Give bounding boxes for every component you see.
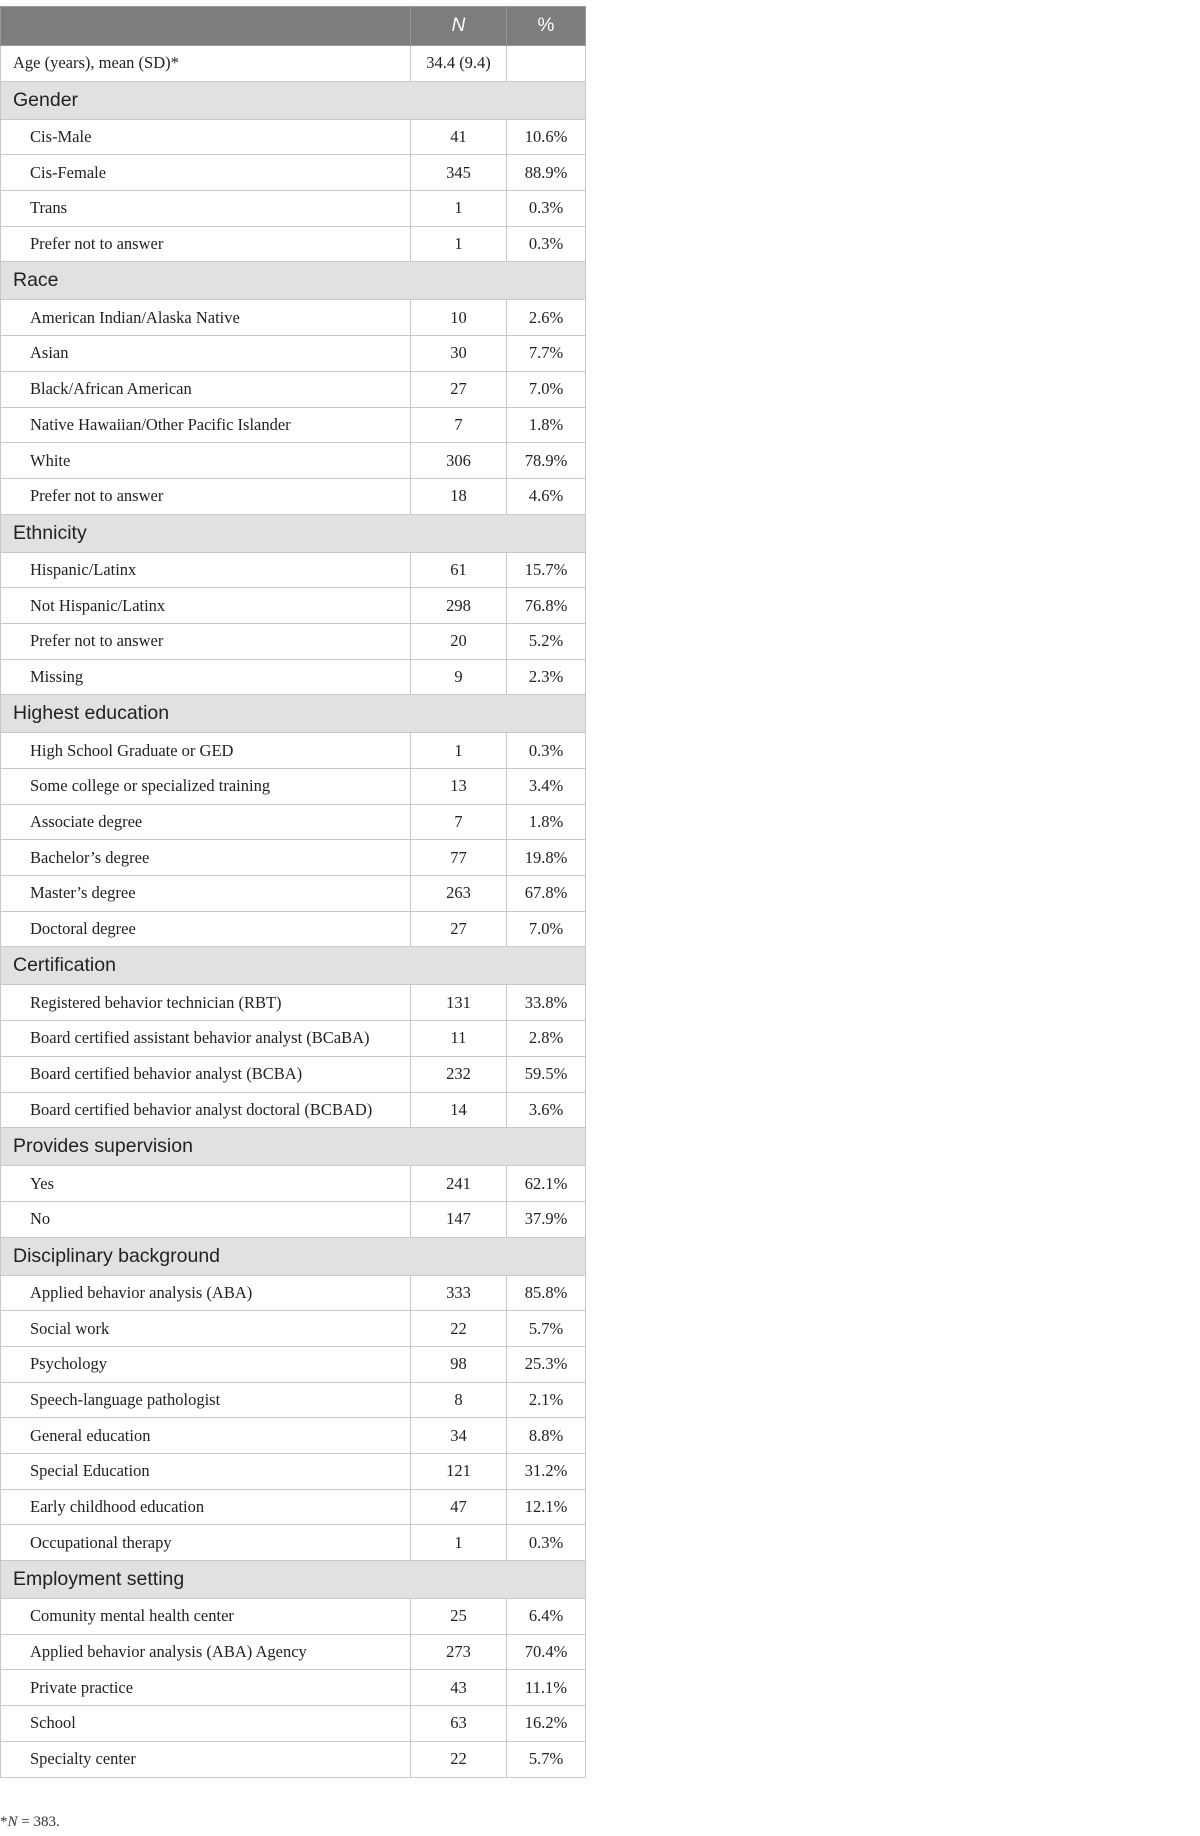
demographics-table <box>0 6 586 1778</box>
row-n: 18 <box>411 478 507 514</box>
row-percent: 2.6% <box>507 300 586 336</box>
row-label: Native Hawaiian/Other Pacific Islander <box>1 407 411 443</box>
row-n: 241 <box>411 1166 507 1202</box>
table-row <box>1 1166 586 1202</box>
row-percent: 15.7% <box>507 552 586 588</box>
row-n: 43 <box>411 1670 507 1706</box>
age-label: Age (years), mean (SD)* <box>1 46 411 82</box>
header-row <box>1 7 586 46</box>
section-header-row <box>1 1237 586 1275</box>
row-percent: 10.6% <box>507 119 586 155</box>
row-percent: 0.3% <box>507 1525 586 1561</box>
row-n: 11 <box>411 1021 507 1057</box>
row-label: Master’s degree <box>1 876 411 912</box>
table-row <box>1 191 586 227</box>
table-row <box>1 1670 586 1706</box>
row-label: Early childhood education <box>1 1489 411 1525</box>
table-row <box>1 588 586 624</box>
table-row <box>1 336 586 372</box>
row-n: 121 <box>411 1454 507 1490</box>
row-percent: 31.2% <box>507 1454 586 1490</box>
age-pct <box>507 46 586 82</box>
row-percent: 12.1% <box>507 1489 586 1525</box>
table-row <box>1 1525 586 1561</box>
row-percent: 85.8% <box>507 1275 586 1311</box>
table-body <box>1 46 586 1778</box>
row-n: 8 <box>411 1382 507 1418</box>
row-percent: 67.8% <box>507 876 586 912</box>
row-n: 27 <box>411 371 507 407</box>
section-title: Disciplinary background <box>1 1237 586 1275</box>
row-percent: 70.4% <box>507 1634 586 1670</box>
section-header-row <box>1 1561 586 1599</box>
row-n: 14 <box>411 1092 507 1128</box>
section-title: Race <box>1 262 586 300</box>
header-n: N <box>411 7 507 46</box>
row-n: 298 <box>411 588 507 624</box>
row-percent: 7.0% <box>507 911 586 947</box>
row-label: Board certified assistant behavior analyst (BCaBA) <box>1 1021 411 1057</box>
section-header-row <box>1 81 586 119</box>
table-row <box>1 804 586 840</box>
row-n: 9 <box>411 659 507 695</box>
table-row <box>1 1454 586 1490</box>
table-row <box>1 552 586 588</box>
row-label: Psychology <box>1 1346 411 1382</box>
table-row <box>1 443 586 479</box>
table-row <box>1 1201 586 1237</box>
header-label-cell <box>1 7 411 46</box>
row-label: Asian <box>1 336 411 372</box>
row-label: Special Education <box>1 1454 411 1490</box>
row-percent: 37.9% <box>507 1201 586 1237</box>
table-row <box>1 1311 586 1347</box>
table-row <box>1 1418 586 1454</box>
table-row <box>1 1634 586 1670</box>
row-n: 232 <box>411 1056 507 1092</box>
row-label: Yes <box>1 1166 411 1202</box>
table-row <box>1 300 586 336</box>
row-n: 10 <box>411 300 507 336</box>
section-header-row <box>1 262 586 300</box>
row-label: Board certified behavior analyst doctoral (BCBAD) <box>1 1092 411 1128</box>
row-label: Some college or specialized training <box>1 769 411 805</box>
row-percent: 25.3% <box>507 1346 586 1382</box>
row-label: Prefer not to answer <box>1 623 411 659</box>
table-row <box>1 911 586 947</box>
row-n: 61 <box>411 552 507 588</box>
row-percent: 59.5% <box>507 1056 586 1092</box>
row-n: 30 <box>411 336 507 372</box>
row-n: 306 <box>411 443 507 479</box>
row-label: Trans <box>1 191 411 227</box>
row-n: 22 <box>411 1741 507 1777</box>
row-n: 41 <box>411 119 507 155</box>
row-percent: 7.7% <box>507 336 586 372</box>
row-label: Prefer not to answer <box>1 226 411 262</box>
footnote-symbol: * <box>0 1814 8 1830</box>
row-percent: 5.2% <box>507 623 586 659</box>
table-row <box>1 623 586 659</box>
table-header <box>1 7 586 46</box>
row-percent: 2.8% <box>507 1021 586 1057</box>
row-percent: 6.4% <box>507 1599 586 1635</box>
row-n: 345 <box>411 155 507 191</box>
row-percent: 0.3% <box>507 191 586 227</box>
row-percent: 16.2% <box>507 1706 586 1742</box>
table-row <box>1 1382 586 1418</box>
row-percent: 76.8% <box>507 588 586 624</box>
row-label: Speech-language pathologist <box>1 1382 411 1418</box>
table-row <box>1 1489 586 1525</box>
row-percent: 78.9% <box>507 443 586 479</box>
row-percent: 62.1% <box>507 1166 586 1202</box>
row-n: 22 <box>411 1311 507 1347</box>
section-title: Employment setting <box>1 1561 586 1599</box>
row-label: White <box>1 443 411 479</box>
row-label: Comunity mental health center <box>1 1599 411 1635</box>
row-label: Prefer not to answer <box>1 478 411 514</box>
row-label: Black/African American <box>1 371 411 407</box>
row-label: Missing <box>1 659 411 695</box>
row-n: 1 <box>411 1525 507 1561</box>
table-row <box>1 985 586 1021</box>
header-percent: % <box>507 7 586 46</box>
row-n: 25 <box>411 1599 507 1635</box>
row-n: 63 <box>411 1706 507 1742</box>
table-row <box>1 119 586 155</box>
row-n: 98 <box>411 1346 507 1382</box>
table-row <box>1 733 586 769</box>
row-n: 7 <box>411 804 507 840</box>
row-percent: 3.4% <box>507 769 586 805</box>
row-label: Cis-Male <box>1 119 411 155</box>
row-label: Social work <box>1 1311 411 1347</box>
age-value: 34.4 (9.4) <box>411 46 507 82</box>
table-row <box>1 1741 586 1777</box>
row-n: 333 <box>411 1275 507 1311</box>
demographics-table-wrapper <box>0 6 586 1778</box>
table-row <box>1 1092 586 1128</box>
footnote-text: = 383. <box>17 1814 60 1830</box>
row-n: 1 <box>411 191 507 227</box>
table-row <box>1 407 586 443</box>
row-percent: 1.8% <box>507 804 586 840</box>
row-label: Doctoral degree <box>1 911 411 947</box>
section-title: Provides supervision <box>1 1128 586 1166</box>
footnote-var: N <box>7 1814 18 1830</box>
section-header-row <box>1 695 586 733</box>
table-row <box>1 1706 586 1742</box>
row-n: 131 <box>411 985 507 1021</box>
section-title: Ethnicity <box>1 514 586 552</box>
row-label: Occupational therapy <box>1 1525 411 1561</box>
row-n: 273 <box>411 1634 507 1670</box>
table-row <box>1 1275 586 1311</box>
row-percent: 88.9% <box>507 155 586 191</box>
age-row <box>1 46 586 82</box>
row-percent: 2.3% <box>507 659 586 695</box>
row-label: Hispanic/Latinx <box>1 552 411 588</box>
row-n: 47 <box>411 1489 507 1525</box>
table-row <box>1 371 586 407</box>
row-label: Not Hispanic/Latinx <box>1 588 411 624</box>
section-header-row <box>1 514 586 552</box>
table-row <box>1 769 586 805</box>
table-row <box>1 659 586 695</box>
row-n: 34 <box>411 1418 507 1454</box>
section-title: Gender <box>1 81 586 119</box>
row-percent: 5.7% <box>507 1741 586 1777</box>
table-row <box>1 478 586 514</box>
table-row <box>1 876 586 912</box>
row-label: Applied behavior analysis (ABA) Agency <box>1 1634 411 1670</box>
row-percent: 11.1% <box>507 1670 586 1706</box>
row-n: 263 <box>411 876 507 912</box>
row-label: Board certified behavior analyst (BCBA) <box>1 1056 411 1092</box>
section-title: Certification <box>1 947 586 985</box>
row-label: Specialty center <box>1 1741 411 1777</box>
row-label: American Indian/Alaska Native <box>1 300 411 336</box>
row-label: Applied behavior analysis (ABA) <box>1 1275 411 1311</box>
row-percent: 8.8% <box>507 1418 586 1454</box>
row-label: Cis-Female <box>1 155 411 191</box>
row-percent: 0.3% <box>507 226 586 262</box>
row-percent: 3.6% <box>507 1092 586 1128</box>
table-footnote <box>0 1814 60 1831</box>
row-label: No <box>1 1201 411 1237</box>
table-row <box>1 840 586 876</box>
row-percent: 19.8% <box>507 840 586 876</box>
row-n: 7 <box>411 407 507 443</box>
table-row <box>1 1346 586 1382</box>
row-label: Registered behavior technician (RBT) <box>1 985 411 1021</box>
row-n: 1 <box>411 733 507 769</box>
row-n: 20 <box>411 623 507 659</box>
table-row <box>1 226 586 262</box>
row-label: Bachelor’s degree <box>1 840 411 876</box>
section-header-row <box>1 1128 586 1166</box>
table-row <box>1 1599 586 1635</box>
row-percent: 5.7% <box>507 1311 586 1347</box>
row-label: High School Graduate or GED <box>1 733 411 769</box>
row-n: 13 <box>411 769 507 805</box>
section-header-row <box>1 947 586 985</box>
row-label: School <box>1 1706 411 1742</box>
row-percent: 7.0% <box>507 371 586 407</box>
row-percent: 33.8% <box>507 985 586 1021</box>
section-title: Highest education <box>1 695 586 733</box>
row-label: Private practice <box>1 1670 411 1706</box>
row-label: Associate degree <box>1 804 411 840</box>
row-n: 27 <box>411 911 507 947</box>
row-percent: 0.3% <box>507 733 586 769</box>
row-n: 77 <box>411 840 507 876</box>
row-label: General education <box>1 1418 411 1454</box>
table-row <box>1 155 586 191</box>
row-percent: 4.6% <box>507 478 586 514</box>
row-percent: 1.8% <box>507 407 586 443</box>
table-row <box>1 1021 586 1057</box>
row-percent: 2.1% <box>507 1382 586 1418</box>
row-n: 1 <box>411 226 507 262</box>
row-n: 147 <box>411 1201 507 1237</box>
table-row <box>1 1056 586 1092</box>
